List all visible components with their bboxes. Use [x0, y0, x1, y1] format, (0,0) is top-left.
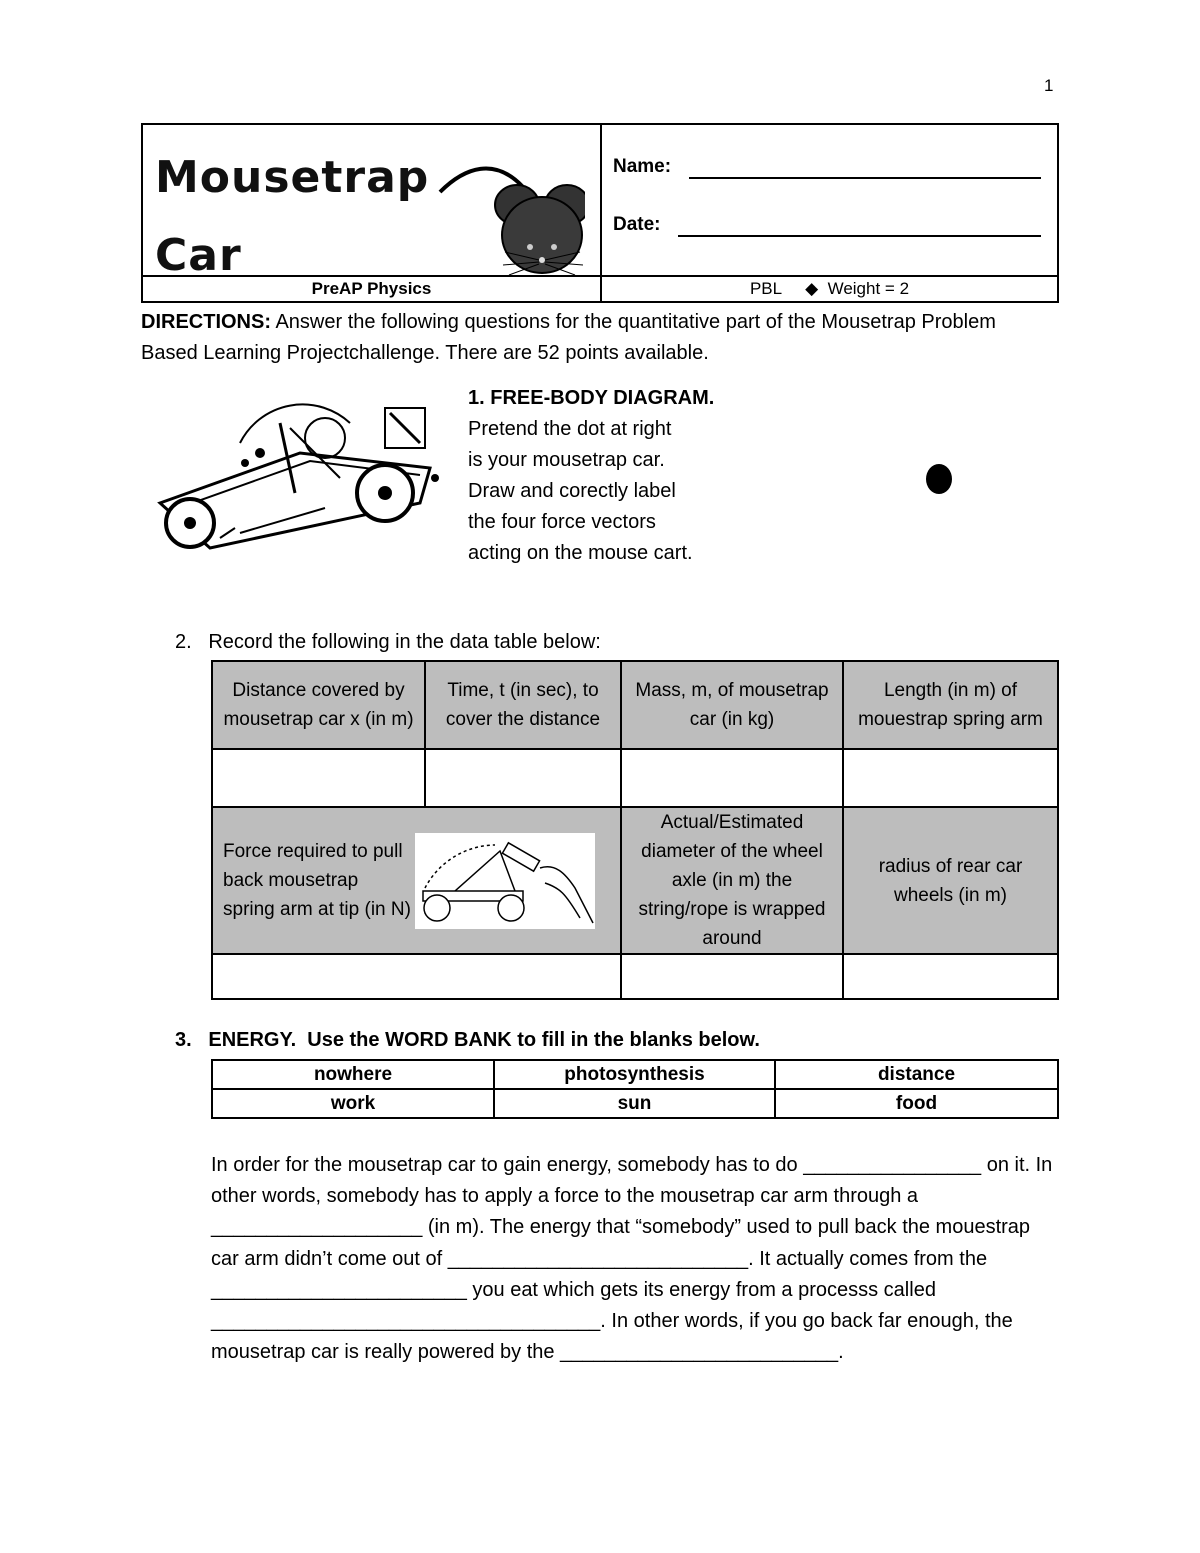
header-wheel-radius: radius of rear car wheels (in m): [843, 807, 1058, 954]
word-bank-item: distance: [775, 1060, 1058, 1089]
fill-in-paragraph[interactable]: In order for the mousetrap car to gain energy, somebody has to do ________________ on it. In other words, somebody has to apply a force to the mousetrap car arm through a ___________________ (in m). The energy that “somebody” used to pull back the mouestrap car arm didn’t come out of ___________________________. It actually comes from the _______________________ you eat which gets its energy from a processs called ___________________________________. In other words, if you go back far enough, the mousetrap car is really powered by the _________________________.: [211, 1154, 1053, 1364]
data-table-prompt: 2. Record the following in the data table below:: [175, 631, 601, 653]
date-field[interactable]: [678, 235, 1041, 237]
mouse-icon: [435, 147, 585, 275]
fbd-line: acting on the mouse cart.: [468, 542, 693, 564]
axle-diameter-input[interactable]: [621, 954, 843, 999]
fbd-line: is your mousetrap car.: [468, 449, 665, 471]
word-bank-item: sun: [494, 1089, 775, 1118]
name-label: Name:: [613, 156, 672, 177]
data-table: [211, 660, 1059, 1000]
word-bank-item: food: [775, 1089, 1058, 1118]
date-label: Date:: [613, 214, 661, 235]
header-force: [212, 807, 621, 954]
word-bank-item: work: [212, 1089, 494, 1118]
time-input[interactable]: [425, 749, 621, 807]
word-bank-item: nowhere: [212, 1060, 494, 1089]
wheel-radius-input[interactable]: [843, 954, 1058, 999]
header-arm-length: Length (in m) of mouestrap spring arm: [843, 661, 1058, 749]
header-axle-diameter: Actual/Estimated diameter of the wheel axle (in m) the string/rope is wrapped around: [621, 807, 843, 954]
name-field[interactable]: [689, 177, 1041, 179]
mousetrap-car-illustration: [150, 383, 440, 553]
header-box: [141, 123, 1059, 303]
title-line-1: Mousetrap: [155, 152, 430, 203]
directions: [141, 307, 1041, 369]
fbd-line: Draw and corectly label: [468, 480, 676, 502]
force-input[interactable]: [212, 954, 621, 999]
word-bank: [211, 1059, 1059, 1119]
fbd-line: Pretend the dot at right: [468, 418, 672, 440]
project-weight: PBL ◆ Weight = 2: [749, 279, 910, 298]
worksheet-title: [155, 139, 429, 295]
free-body-question: [468, 383, 768, 569]
course-label: PreAP Physics: [311, 279, 432, 298]
header-mass: Mass, m, of mousetrap car (in kg): [621, 661, 843, 749]
arm-length-input[interactable]: [843, 749, 1058, 807]
header-time: Time, t (in sec), to cover the distance: [425, 661, 621, 749]
directions-text: Answer the following questions for the quantitative part of the Mousetrap Problem Based Learning Projectchallenge. There are 52 points available.: [141, 311, 996, 364]
title-line-2: Car: [155, 230, 242, 281]
word-bank-item: photosynthesis: [494, 1060, 775, 1089]
header-distance: Distance covered by mousetrap car x (in m): [212, 661, 425, 749]
fbd-line: the four force vectors: [468, 511, 656, 533]
energy-heading: 3. ENERGY. Use the WORD BANK to fill in the blanks below.: [175, 1029, 760, 1051]
free-body-dot[interactable]: [926, 464, 952, 494]
page-number: 1: [1044, 76, 1054, 95]
fbd-heading: 1. FREE-BODY DIAGRAM.: [468, 387, 715, 409]
distance-input[interactable]: [212, 749, 425, 807]
directions-label: DIRECTIONS:: [141, 311, 271, 333]
mass-input[interactable]: [621, 749, 843, 807]
spring-force-illustration: [415, 833, 595, 929]
force-label: Force required to pull back mousetrap spring arm at tip (in N): [223, 841, 411, 920]
